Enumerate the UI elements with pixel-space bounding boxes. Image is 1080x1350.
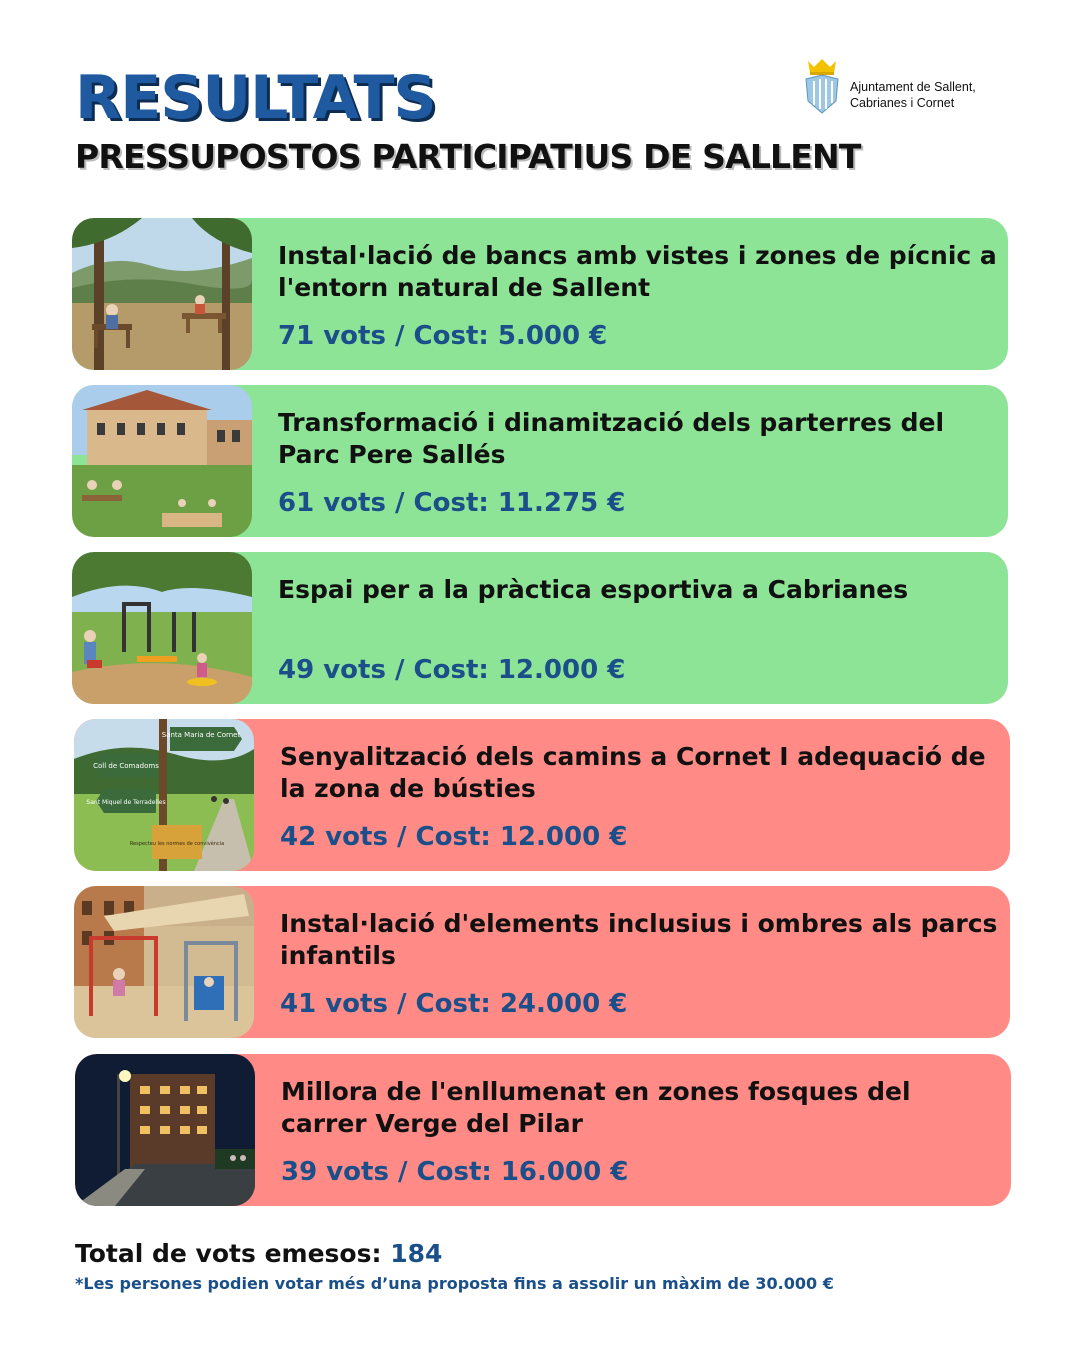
- coat-of-arms-icon: [802, 57, 842, 117]
- logo-text: [850, 79, 976, 111]
- proposal-votes: 42 vots / Cost: 12.000 €: [280, 822, 628, 852]
- page-subtitle: PRESSUPOSTOS PARTICIPATIUS DE SALLENT: [75, 137, 861, 176]
- proposal-votes: 39 vots / Cost: 16.000 €: [281, 1157, 629, 1187]
- proposal-card: [74, 719, 1010, 871]
- proposal-votes: 49 vots / Cost: 12.000 €: [278, 655, 626, 685]
- total-votes-label: Total de vots emesos:: [75, 1239, 382, 1268]
- proposal-card: [72, 385, 1008, 537]
- sign-text-3: Sant Miquel de Terradelles: [86, 799, 166, 806]
- proposal-title: Millora de l'enllumenat en zones fosques del carrer Verge del Pilar: [281, 1077, 911, 1138]
- total-votes: [75, 1238, 442, 1270]
- proposal-card: [75, 1054, 1011, 1206]
- proposal-votes: 41 vots / Cost: 24.000 €: [280, 989, 628, 1019]
- park-building-photo: [72, 385, 252, 537]
- municipality-logo: [802, 57, 1002, 117]
- total-votes-value: 184: [390, 1239, 443, 1268]
- logo-line-2: Cabrianes i Cornet: [850, 96, 955, 110]
- night-street-photo: [75, 1054, 255, 1206]
- sign-text-1: Santa Maria de Cornet: [161, 731, 241, 739]
- proposal-card: [74, 886, 1010, 1038]
- signpost-photo: [74, 719, 254, 871]
- playground-photo: [74, 886, 254, 1038]
- sign-text-2: Coll de Comadoms: [93, 762, 159, 770]
- logo-line-1: Ajuntament de Sallent,: [850, 80, 976, 94]
- proposal-title: Espai per a la pràctica esportiva a Cabrianes: [278, 575, 909, 604]
- proposal-card: [72, 552, 1008, 704]
- nature-picnic-photo: [72, 218, 252, 370]
- proposal-title: Transformació i dinamització dels parterres del Parc Pere Sallés: [278, 408, 945, 469]
- proposal-title: Instal·lació d'elements inclusius i ombres als parcs infantils: [280, 909, 998, 970]
- footnote: *Les persones podien votar més d’una proposta fins a assolir un màxim de 30.000 €: [75, 1274, 834, 1293]
- proposal-card: [72, 218, 1008, 370]
- proposal-votes: 71 vots / Cost: 5.000 €: [278, 321, 608, 351]
- page-title: RESULTATS: [75, 63, 436, 133]
- outdoor-gym-photo: [72, 552, 252, 704]
- proposal-title: Instal·lació de bancs amb vistes i zones de pícnic a l'entorn natural de Sallent: [278, 241, 997, 302]
- proposal-votes: 61 vots / Cost: 11.275 €: [278, 488, 626, 518]
- proposal-title: Senyalització dels camins a Cornet I adequació de la zona de bústies: [280, 742, 986, 803]
- sign-text-4: Respecteu les normes de convivència: [129, 841, 225, 847]
